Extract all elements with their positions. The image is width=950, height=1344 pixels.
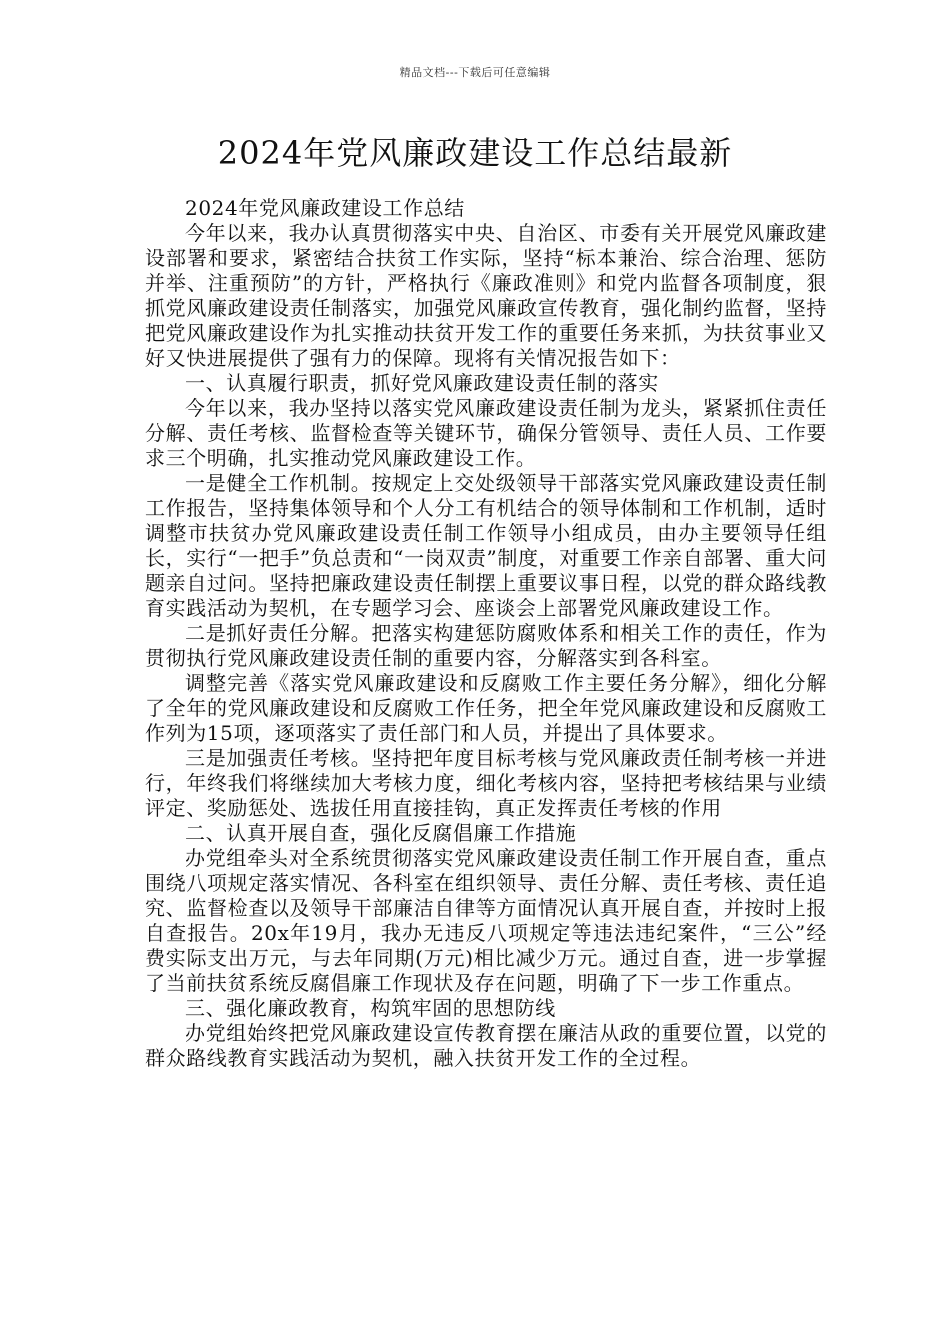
section-heading-1: 一、认真履行职责，抓好党风廉政建设责任制的落实 bbox=[185, 371, 659, 395]
body-paragraph: 二是抓好责任分解。把落实构建惩防腐败体系和相关工作的责任，作为贯彻执行党风廉政建设责任制的重要内容，分解落实到各科室。 bbox=[145, 621, 827, 670]
section-heading-3: 三、强化廉政教育，构筑牢固的思想防线 bbox=[185, 996, 556, 1020]
section-heading-2: 二、认真开展自查，强化反腐倡廉工作措施 bbox=[185, 821, 577, 845]
subtitle-paragraph: 2024年党风廉政建设工作总结 bbox=[185, 196, 465, 220]
body-paragraph: 办党组始终把党风廉政建设宣传教育摆在廉洁从政的重要位置，以党的群众路线教育实践活动为契机，融入扶贫开发工作的全过程。 bbox=[145, 1021, 827, 1070]
body-paragraph: 调整完善《落实党风廉政建设和反腐败工作主要任务分解》，细化分解了全年的党风廉政建设和反腐败工作任务，把全年党风廉政建设和反腐败工作列为15项，逐项落实了责任部门和人员，并提出了具体要求。 bbox=[145, 671, 827, 745]
document-title: 2024年党风廉政建设工作总结最新 bbox=[217, 134, 733, 172]
document-body bbox=[145, 196, 827, 1071]
header-note: 精品文档---下载后可任意编辑 bbox=[399, 66, 551, 79]
body-paragraph: 今年以来，我办坚持以落实党风廉政建设责任制为龙头，紧紧抓住责任分解、责任考核、监督检查等关键环节，确保分管领导、责任人员、工作要求三个明确，扎实推动党风廉政建设工作。 bbox=[145, 396, 827, 470]
intro-paragraph: 今年以来，我办认真贯彻落实中央、自治区、市委有关开展党风廉政建设部署和要求，紧密结合扶贫工作实际，坚持“标本兼治、综合治理、惩防并举、注重预防”的方针，严格执行《廉政准则》和党内监督各项制度，狠抓党风廉政建设责任制落实，加强党风廉政宣传教育，强化制约监督，坚持把党风廉政建设作为扎实推动扶贫开发工作的重要任务来抓，为扶贫事业又好又快进展提供了强有力的保障。现将有关情况报告如下： bbox=[145, 221, 827, 370]
body-paragraph: 三是加强责任考核。坚持把年度目标考核与党风廉政责任制考核一并进行，年终我们将继续加大考核力度，细化考核内容，坚持把考核结果与业绩评定、奖励惩处、选拔任用直接挂钩，真正发挥责任考核的作用 bbox=[145, 746, 827, 820]
body-paragraph: 办党组牵头对全系统贯彻落实党风廉政建设责任制工作开展自查，重点围绕八项规定落实情况、各科室在组织领导、责任分解、责任考核、责任追究、监督检查以及领导干部廉洁自律等方面情况认真开展自查，并按时上报自查报告。20x年19月，我办无违反八项规定等违法违纪案件，“三公”经费实际支出万元，与去年同期(万元)相比减少万元。通过自查，进一步掌握了当前扶贫系统反腐倡廉工作现状及存在问题，明确了下一步工作重点。 bbox=[145, 846, 827, 995]
body-paragraph: 一是健全工作机制。按规定上交处级领导干部落实党风廉政建设责任制工作报告，坚持集体领导和个人分工有机结合的领导体制和工作机制，适时调整市扶贫办党风廉政建设责任制工作领导小组成员，由办主要领导任组长，实行“一把手”负总责和“一岗双责”制度，对重要工作亲自部署、重大问题亲自过问。坚持把廉政建设责任制摆上重要议事日程，以党的群众路线教育实践活动为契机，在专题学习会、座谈会上部署党风廉政建设工作。 bbox=[145, 471, 827, 620]
